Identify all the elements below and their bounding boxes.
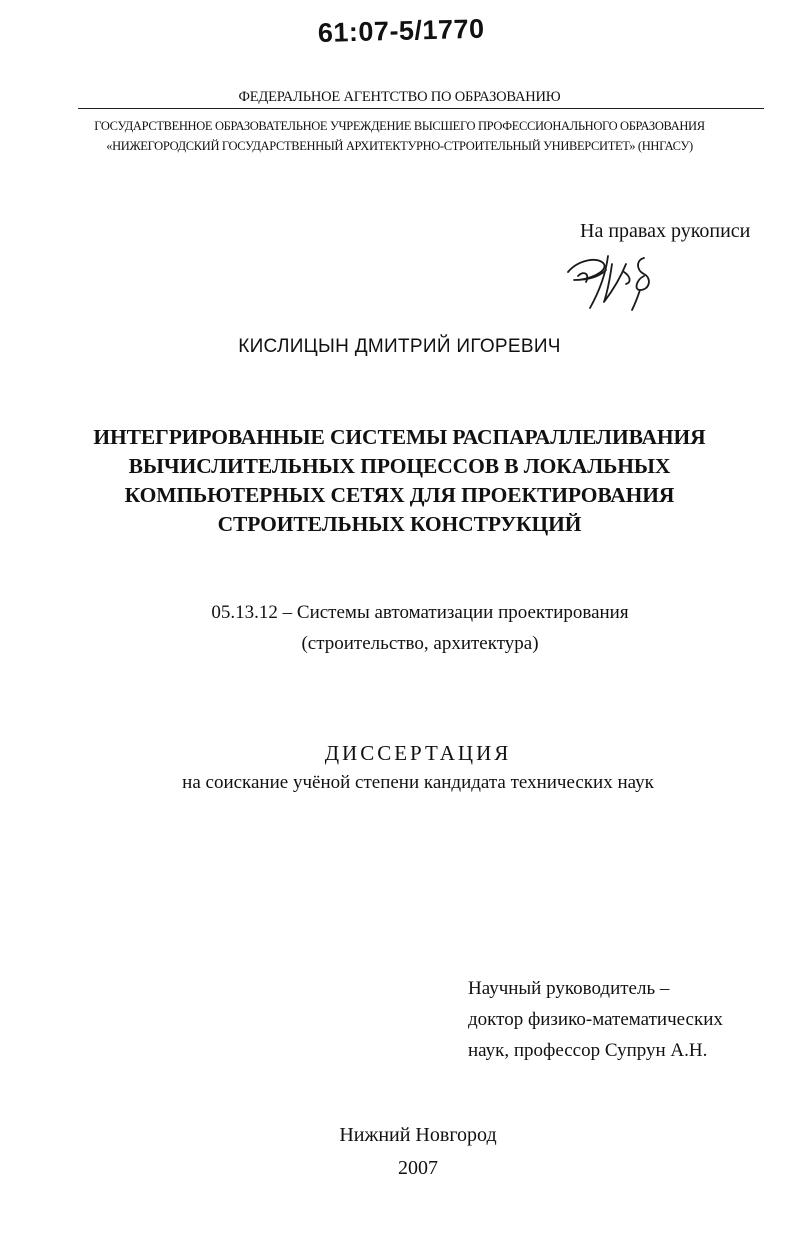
archive-code: 61:07-5/1770 — [317, 13, 485, 48]
degree-sought: на соискание учёной степени кандидата технических наук — [182, 772, 654, 793]
specialty-code — [0, 597, 799, 659]
manuscript-note: На правах рукописи — [580, 220, 751, 242]
specialty-line: (строительство, архитектура) — [301, 633, 539, 654]
city: Нижний Новгород — [339, 1124, 497, 1146]
dissertation-title — [0, 423, 799, 539]
header-divider — [78, 108, 764, 109]
year: 2007 — [398, 1157, 438, 1179]
specialty-line: 05.13.12 – Системы автоматизации проектирования — [211, 602, 629, 623]
scientific-supervisor — [468, 973, 723, 1066]
place-and-year — [0, 1119, 799, 1185]
institution-line: «НИЖЕГОРОДСКИЙ ГОСУДАРСТВЕННЫЙ АРХИТЕКТУРНО-СТРОИТЕЛЬНЫЙ УНИВЕРСИТЕТ» (ННГАСУ) — [106, 139, 693, 153]
supervisor-line: доктор физико-математических — [468, 1009, 723, 1030]
title-line: КОМПЬЮТЕРНЫХ СЕТЯХ ДЛЯ ПРОЕКТИРОВАНИЯ — [124, 483, 675, 507]
title-line: ИНТЕГРИРОВАННЫЕ СИСТЕМЫ РАСПАРАЛЛЕЛИВАНИЯ — [93, 425, 706, 449]
signature — [560, 250, 670, 312]
title-line: СТРОИТЕЛЬНЫХ КОНСТРУКЦИЙ — [217, 512, 582, 536]
institution-name — [0, 116, 799, 156]
document-type: ДИССЕРТАЦИЯ — [324, 741, 512, 765]
supervisor-line: Научный руководитель – — [468, 978, 670, 999]
author-name: КИСЛИЦЫН ДМИТРИЙ ИГОРЕВИЧ — [238, 336, 561, 357]
institution-line: ГОСУДАРСТВЕННОЕ ОБРАЗОВАТЕЛЬНОЕ УЧРЕЖДЕНИЕ ВЫСШЕГО ПРОФЕССИОНАЛЬНОГО ОБРАЗОВАНИЯ — [94, 119, 705, 133]
title-line: ВЫЧИСЛИТЕЛЬНЫХ ПРОЦЕССОВ В ЛОКАЛЬНЫХ — [128, 454, 671, 478]
supervisor-line: наук, профессор Супрун А.Н. — [468, 1040, 708, 1061]
agency-name: ФЕДЕРАЛЬНОЕ АГЕНТСТВО ПО ОБРАЗОВАНИЮ — [238, 89, 561, 105]
